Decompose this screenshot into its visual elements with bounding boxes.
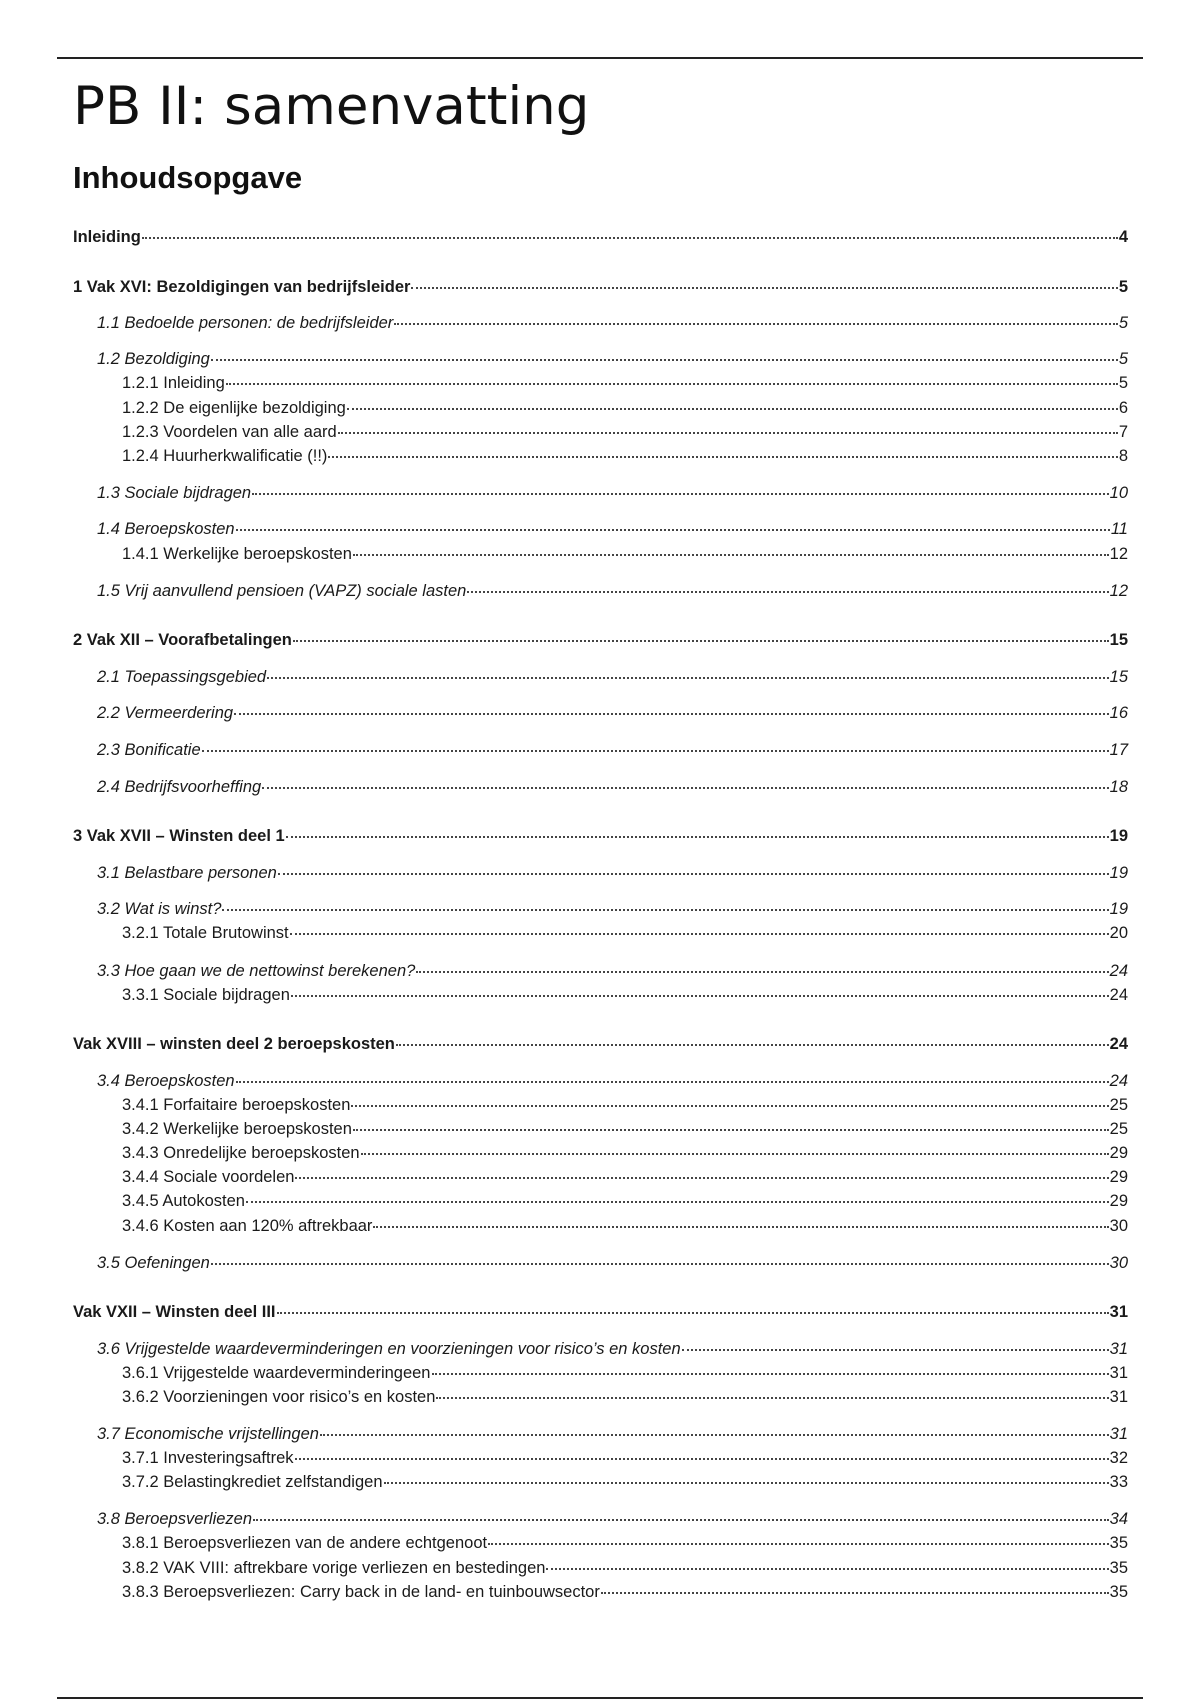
toc-entry-label: 1.2.1 Inleiding (122, 374, 225, 392)
toc-page-number: 30 (1109, 1254, 1128, 1272)
toc-page-number: 19 (1109, 827, 1128, 845)
toc-dot-leader (236, 1077, 1109, 1083)
toc-dot-leader (211, 355, 1118, 361)
footer-rule (57, 1697, 1143, 1699)
toc-dot-leader (295, 1173, 1108, 1179)
toc-page-number: 5 (1118, 314, 1128, 332)
toc-entry[interactable] (73, 276, 1128, 298)
toc-dot-leader (293, 636, 1109, 642)
toc-entry[interactable] (73, 825, 1128, 847)
toc-dot-leader (286, 832, 1109, 838)
toc-entry-label: 3.6.1 Vrijgestelde waardeverminderingeen (122, 1364, 431, 1382)
toc-entry[interactable] (97, 702, 1128, 724)
toc-page-number: 31 (1109, 1303, 1128, 1321)
toc-entry-label: 3.8.2 VAK VIII: aftrekbare vorige verliezen en bestedingen (122, 1559, 546, 1577)
toc-entry-label: 3.4.4 Sociale voordelen (122, 1168, 295, 1186)
toc-entry[interactable] (122, 397, 1128, 419)
toc-dot-leader (488, 1539, 1109, 1545)
toc-page-number: 35 (1109, 1583, 1128, 1601)
toc-dot-leader (222, 905, 1108, 911)
toc-dot-leader (278, 869, 1109, 875)
toc-entry-label: 1.2.2 De eigenlijke bezoldiging (122, 399, 346, 417)
toc-entry-label: 3.8 Beroepsverliezen (97, 1510, 253, 1528)
toc-page-number: 5 (1118, 374, 1128, 392)
toc-entry[interactable] (122, 445, 1128, 467)
toc-entry[interactable] (73, 629, 1128, 651)
toc-entry-label: 3.3 Hoe gaan we de nettowinst berekenen? (97, 962, 416, 980)
toc-dot-leader (202, 746, 1109, 752)
toc-entry[interactable] (97, 482, 1128, 504)
toc-dot-leader (353, 550, 1109, 556)
toc-entry[interactable] (122, 1215, 1128, 1237)
toc-page-number: 6 (1118, 399, 1128, 417)
toc-page-number: 24 (1109, 1072, 1128, 1090)
toc-entry[interactable] (73, 1301, 1128, 1323)
toc-page-number: 31 (1109, 1340, 1128, 1358)
toc-entry[interactable] (122, 1447, 1128, 1469)
toc-entry[interactable] (97, 1508, 1128, 1530)
toc-entry[interactable] (97, 312, 1128, 334)
toc-entry-label: 1.2 Bezoldiging (97, 350, 210, 368)
toc-entry[interactable] (122, 1471, 1128, 1493)
toc-entry[interactable] (73, 1033, 1128, 1055)
toc-dot-leader (467, 587, 1108, 593)
toc-entry-label: 3.5 Oefeningen (97, 1254, 210, 1272)
toc-dot-leader (436, 1393, 1108, 1399)
toc-entry-label: 3.2.1 Totale Brutowinst (122, 924, 289, 942)
toc-entry[interactable] (122, 984, 1128, 1006)
toc-page-number: 24 (1109, 1035, 1128, 1053)
toc-page-number: 20 (1109, 924, 1128, 942)
toc-entry[interactable] (97, 960, 1128, 982)
toc-entry-label: 3 Vak XVII – Winsten deel 1 (73, 827, 285, 845)
toc-entry[interactable] (122, 1166, 1128, 1188)
toc-page-number: 25 (1109, 1120, 1128, 1138)
toc-dot-leader (416, 967, 1108, 973)
toc-page-number: 12 (1109, 545, 1128, 563)
document-title: PB II: samenvatting (73, 76, 590, 137)
toc-dot-leader (347, 404, 1118, 410)
toc-entry-label: 1.5 Vrij aanvullend pensioen (VAPZ) sociale lasten (97, 582, 467, 600)
toc-page-number: 15 (1109, 631, 1128, 649)
toc-entry-label: Inleiding (73, 228, 141, 246)
toc-entry[interactable] (122, 1118, 1128, 1140)
toc-entry[interactable] (122, 922, 1128, 944)
toc-dot-leader (320, 1430, 1109, 1436)
toc-entry[interactable] (122, 1386, 1128, 1408)
toc-entry-label: 3.1 Belastbare personen (97, 864, 277, 882)
toc-page-number: 25 (1109, 1096, 1128, 1114)
toc-entry[interactable] (122, 1094, 1128, 1116)
toc-entry[interactable] (97, 739, 1128, 761)
toc-dot-leader (291, 991, 1109, 997)
toc-dot-leader (236, 525, 1110, 531)
toc-page-number: 29 (1109, 1144, 1128, 1162)
toc-dot-leader (262, 783, 1108, 789)
toc-entry[interactable] (97, 518, 1128, 540)
toc-entry-label: 3.7.2 Belastingkrediet zelfstandigen (122, 1473, 383, 1491)
toc-entry-label: 3.7.1 Investeringsaftrek (122, 1449, 294, 1467)
toc-dot-leader (361, 1149, 1109, 1155)
toc-dot-leader (394, 319, 1118, 325)
toc-page-number: 29 (1109, 1168, 1128, 1186)
toc-entry[interactable] (122, 421, 1128, 443)
toc-page-number: 24 (1109, 962, 1128, 980)
toc-entry-label: Vak VXII – Winsten deel III (73, 1303, 276, 1321)
toc-entry[interactable] (97, 666, 1128, 688)
toc-entry-label: 2.4 Bedrijfsvoorheffing (97, 778, 262, 796)
toc-entry[interactable] (122, 1581, 1128, 1603)
toc-entry-label: 1.3 Sociale bijdragen (97, 484, 252, 502)
toc-entry[interactable] (97, 1338, 1128, 1360)
toc-dot-leader (353, 1125, 1109, 1131)
toc-page-number: 19 (1109, 864, 1128, 882)
toc-dot-leader (290, 929, 1109, 935)
toc-entry-label: 3.4.6 Kosten aan 120% aftrekbaar (122, 1217, 373, 1235)
toc-page-number: 30 (1109, 1217, 1128, 1235)
toc-page-number: 8 (1118, 447, 1128, 465)
toc-entry[interactable] (122, 1532, 1128, 1554)
toc-page-number: 35 (1109, 1534, 1128, 1552)
toc-entry-label: 3.3.1 Sociale bijdragen (122, 986, 290, 1004)
toc-entry-label: 1.4.1 Werkelijke beroepskosten (122, 545, 352, 563)
toc-page-number: 31 (1109, 1425, 1128, 1443)
toc-entry-label: Vak XVIII – winsten deel 2 beroepskosten (73, 1035, 395, 1053)
toc-page-number: 10 (1109, 484, 1128, 502)
toc-entry-label: 1 Vak XVI: Bezoldigingen van bedrijfsleider (73, 278, 411, 296)
toc-entry-label: 3.6 Vrijgestelde waardeverminderingen en voorzieningen voor risico’s en kosten (97, 1340, 681, 1358)
toc-heading: Inhoudsopgave (73, 160, 303, 195)
toc-entry[interactable] (97, 1423, 1128, 1445)
toc-entry-label: 3.7 Economische vrijstellingen (97, 1425, 319, 1443)
toc-dot-leader (373, 1222, 1108, 1228)
toc-entry-label: 2.2 Vermeerdering (97, 704, 234, 722)
toc-page-number: 16 (1109, 704, 1128, 722)
toc-page-number: 35 (1109, 1559, 1128, 1577)
toc-entry[interactable] (97, 580, 1128, 602)
toc-page-number: 17 (1109, 741, 1128, 759)
toc-page-number: 12 (1109, 582, 1128, 600)
toc-entry-label: 3.4.2 Werkelijke beroepskosten (122, 1120, 352, 1138)
toc-dot-leader (226, 379, 1118, 385)
toc-entry[interactable] (122, 1557, 1128, 1579)
toc-entry[interactable] (97, 898, 1128, 920)
toc-dot-leader (601, 1588, 1109, 1594)
toc-entry-label: 3.2 Wat is winst? (97, 900, 222, 918)
toc-dot-leader (338, 428, 1118, 434)
toc-page-number: 29 (1109, 1192, 1128, 1210)
toc-entry-label: 2 Vak XII – Voorafbetalingen (73, 631, 292, 649)
toc-page-number: 31 (1109, 1364, 1128, 1382)
toc-page-number: 34 (1109, 1510, 1128, 1528)
toc-dot-leader (142, 233, 1118, 239)
toc-page-number: 5 (1118, 278, 1128, 296)
toc-page-number: 5 (1118, 350, 1128, 368)
toc-page-number: 18 (1109, 778, 1128, 796)
toc-page-number: 32 (1109, 1449, 1128, 1467)
toc-entry-label: 1.1 Bedoelde personen: de bedrijfsleider (97, 314, 394, 332)
toc-entry[interactable] (122, 543, 1128, 565)
toc-entry-label: 1.4 Beroepskosten (97, 520, 235, 538)
toc-dot-leader (253, 1515, 1109, 1521)
toc-entry-label: 2.3 Bonificatie (97, 741, 201, 759)
toc-dot-leader (328, 452, 1117, 458)
toc-entry[interactable] (97, 348, 1128, 370)
toc-dot-leader (267, 673, 1109, 679)
toc-dot-leader (384, 1478, 1109, 1484)
toc-dot-leader (234, 709, 1109, 715)
toc-dot-leader (351, 1101, 1108, 1107)
toc-dot-leader (295, 1454, 1109, 1460)
toc-dot-leader (432, 1369, 1109, 1375)
toc-dot-leader (546, 1564, 1108, 1570)
toc-entry-label: 2.1 Toepassingsgebied (97, 668, 267, 686)
toc-entry-label: 3.4.5 Autokosten (122, 1192, 245, 1210)
toc-dot-leader (277, 1308, 1109, 1314)
toc-entry[interactable] (122, 372, 1128, 394)
toc-page-number: 4 (1118, 228, 1128, 246)
toc-entry[interactable] (97, 1252, 1128, 1274)
toc-entry-label: 3.4.3 Onredelijke beroepskosten (122, 1144, 360, 1162)
toc-page-number: 31 (1109, 1388, 1128, 1406)
toc-page-number: 33 (1109, 1473, 1128, 1491)
toc-entry-label: 1.2.3 Voordelen van alle aard (122, 423, 337, 441)
toc-entry[interactable] (97, 1070, 1128, 1092)
toc-entry[interactable] (97, 776, 1128, 798)
toc-entry[interactable] (97, 862, 1128, 884)
toc-dot-leader (682, 1345, 1109, 1351)
toc-entry-label: 3.4 Beroepskosten (97, 1072, 235, 1090)
toc-page-number: 11 (1110, 520, 1128, 538)
toc-entry-label: 1.2.4 Huurherkwalificatie (!!) (122, 447, 328, 465)
toc-dot-leader (246, 1197, 1109, 1203)
toc-dot-leader (396, 1040, 1109, 1046)
toc-dot-leader (211, 1259, 1109, 1265)
toc-entry-label: 3.4.1 Forfaitaire beroepskosten (122, 1096, 351, 1114)
toc-page-number: 19 (1109, 900, 1128, 918)
toc-page-number: 24 (1109, 986, 1128, 1004)
toc-entry-label: 3.8.3 Beroepsverliezen: Carry back in de land- en tuinbouwsector (122, 1583, 600, 1601)
toc-entry[interactable] (122, 1190, 1128, 1212)
toc-page-number: 7 (1118, 423, 1128, 441)
toc-dot-leader (411, 283, 1117, 289)
toc-page-number: 15 (1109, 668, 1128, 686)
toc-entry[interactable] (73, 226, 1128, 248)
toc-dot-leader (252, 489, 1109, 495)
toc-entry[interactable] (122, 1142, 1128, 1164)
toc-entry-label: 3.6.2 Voorzieningen voor risico’s en kosten (122, 1388, 436, 1406)
toc-entry[interactable] (122, 1362, 1128, 1384)
toc-entry-label: 3.8.1 Beroepsverliezen van de andere echtgenoot (122, 1534, 488, 1552)
